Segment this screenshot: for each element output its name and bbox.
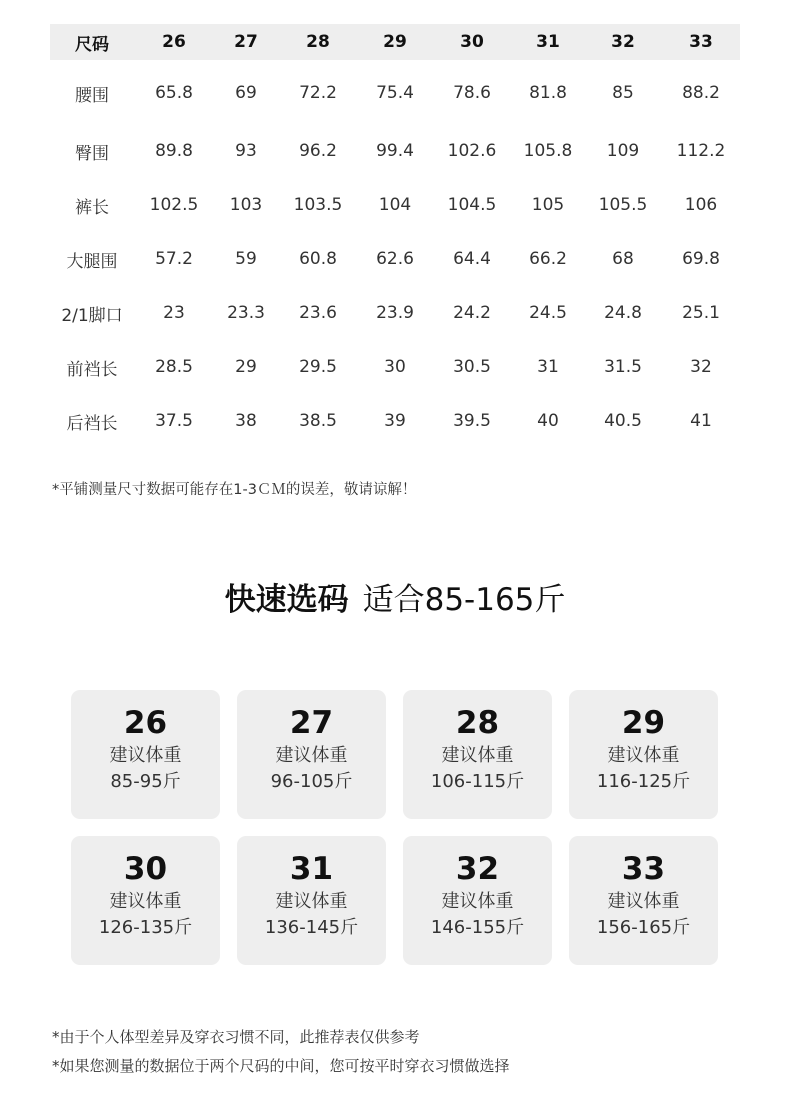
size-table-header-row	[50, 24, 740, 60]
row-label: 腰围	[75, 85, 109, 106]
size-card-size: 27	[289, 705, 334, 741]
row-label: 后裆长	[66, 413, 118, 434]
header-cell-size: 33	[662, 24, 740, 60]
size-card-size: 26	[123, 705, 168, 741]
table-cell: 81.8	[529, 83, 567, 103]
header-cell-size: 27	[214, 24, 278, 60]
table-cell: 75.4	[376, 83, 414, 103]
table-cell: 65.8	[155, 83, 193, 103]
table-cell: 30	[384, 357, 406, 377]
size-card-range: 146-155斤	[430, 917, 525, 938]
table-row	[50, 178, 740, 232]
table-cell: 69.8	[682, 249, 720, 269]
table-cell: 24.2	[453, 303, 491, 323]
table-row	[50, 232, 740, 286]
table-cell: 103	[229, 195, 263, 215]
header-cell-size: 28	[278, 24, 358, 60]
header-cell-size: 30	[432, 24, 512, 60]
size-card-range: 126-135斤	[98, 917, 193, 938]
size-card-size: 33	[621, 851, 666, 887]
table-cell: 29.5	[299, 357, 337, 377]
size-card-range: 85-95斤	[110, 771, 181, 792]
header-cell-size: 26	[134, 24, 214, 60]
table-cell: 89.8	[155, 141, 193, 161]
table-cell: 23	[163, 303, 185, 323]
size-card	[71, 690, 220, 819]
size-card-label: 建议体重	[441, 745, 514, 766]
size-card-size: 29	[621, 705, 666, 741]
size-card-range: 156-165斤	[596, 917, 691, 938]
table-cell: 38.5	[299, 411, 337, 431]
table-cell: 32	[690, 357, 712, 377]
table-cell: 112.2	[676, 141, 726, 161]
table-cell: 78.6	[453, 83, 491, 103]
size-card	[569, 690, 718, 819]
table-cell: 88.2	[682, 83, 720, 103]
table-cell: 24.8	[604, 303, 642, 323]
size-card-label: 建议体重	[607, 891, 680, 912]
table-cell: 28.5	[155, 357, 193, 377]
size-card	[237, 836, 386, 965]
table-cell: 23.3	[227, 303, 265, 323]
recommendation-note: *由于个人体型差异及穿衣习惯不同，此推荐表仅供参考	[52, 1028, 420, 1046]
table-cell: 25.1	[682, 303, 720, 323]
table-cell: 31	[537, 357, 559, 377]
size-card-range: 96-105斤	[270, 771, 353, 792]
quick-select-title-main: 快速选码	[224, 582, 349, 618]
table-cell: 38	[235, 411, 257, 431]
row-label: 裤长	[75, 197, 109, 218]
quick-select-title	[0, 574, 790, 619]
table-cell: 105	[531, 195, 565, 215]
table-cell: 57.2	[155, 249, 193, 269]
size-card-size: 31	[289, 851, 334, 887]
table-cell: 31.5	[604, 357, 642, 377]
table-cell: 39	[384, 411, 406, 431]
size-card-label: 建议体重	[441, 891, 514, 912]
recommendation-note: *如果您测量的数据位于两个尺码的中间，您可按平时穿衣习惯做选择	[52, 1057, 510, 1075]
size-card-range: 116-125斤	[596, 771, 691, 792]
size-card-size: 30	[123, 851, 168, 887]
size-card-label: 建议体重	[275, 891, 348, 912]
table-cell: 41	[690, 411, 712, 431]
row-label: 臀围	[75, 143, 109, 164]
table-cell: 59	[235, 249, 257, 269]
table-cell: 104.5	[447, 195, 497, 215]
size-card-label: 建议体重	[109, 745, 182, 766]
table-row	[50, 60, 740, 124]
row-label: 前裆长	[66, 359, 118, 380]
table-row	[50, 394, 740, 448]
table-cell: 102.6	[447, 141, 497, 161]
size-table	[50, 24, 740, 448]
size-card	[403, 836, 552, 965]
table-cell: 109	[606, 141, 640, 161]
table-cell: 102.5	[149, 195, 199, 215]
size-card-label: 建议体重	[109, 891, 182, 912]
quick-select-title-range: 适合85-165斤	[362, 582, 566, 618]
table-cell: 37.5	[155, 411, 193, 431]
table-cell: 105.8	[523, 141, 573, 161]
size-card-size: 32	[455, 851, 500, 887]
table-row	[50, 286, 740, 340]
table-cell: 62.6	[376, 249, 414, 269]
row-label: 2/1脚口	[61, 305, 123, 326]
size-card-range: 136-145斤	[264, 917, 359, 938]
size-card	[569, 836, 718, 965]
table-cell: 106	[684, 195, 718, 215]
table-cell: 103.5	[293, 195, 343, 215]
table-cell: 104	[378, 195, 412, 215]
size-recommendation-grid	[71, 690, 718, 965]
table-cell: 72.2	[299, 83, 337, 103]
size-card-label: 建议体重	[607, 745, 680, 766]
table-cell: 68	[612, 249, 634, 269]
table-cell: 30.5	[453, 357, 491, 377]
table-cell: 39.5	[453, 411, 491, 431]
table-cell: 40.5	[604, 411, 642, 431]
size-card-size: 28	[455, 705, 500, 741]
table-cell: 23.6	[299, 303, 337, 323]
header-cell-size: 31	[512, 24, 584, 60]
table-cell: 40	[537, 411, 559, 431]
row-label: 大腿围	[66, 251, 118, 272]
size-card-label: 建议体重	[275, 745, 348, 766]
header-cell-size: 29	[358, 24, 432, 60]
size-card-range: 106-115斤	[430, 771, 525, 792]
table-cell: 66.2	[529, 249, 567, 269]
measurement-note: *平铺测量尺寸数据可能存在1-3ＣＭ的误差，敬请谅解！	[52, 482, 417, 498]
table-cell: 85	[612, 83, 634, 103]
table-cell: 96.2	[299, 141, 337, 161]
table-cell: 93	[235, 141, 257, 161]
table-cell: 29	[235, 357, 257, 377]
table-row	[50, 340, 740, 394]
size-card	[237, 690, 386, 819]
table-cell: 64.4	[453, 249, 491, 269]
size-card	[71, 836, 220, 965]
size-card	[403, 690, 552, 819]
table-cell: 105.5	[598, 195, 648, 215]
table-cell: 23.9	[376, 303, 414, 323]
table-cell: 69	[235, 83, 257, 103]
header-cell-size: 32	[584, 24, 662, 60]
table-cell: 60.8	[299, 249, 337, 269]
table-cell: 24.5	[529, 303, 567, 323]
table-cell: 99.4	[376, 141, 414, 161]
table-row	[50, 124, 740, 178]
header-cell-label: 尺码	[50, 24, 134, 60]
